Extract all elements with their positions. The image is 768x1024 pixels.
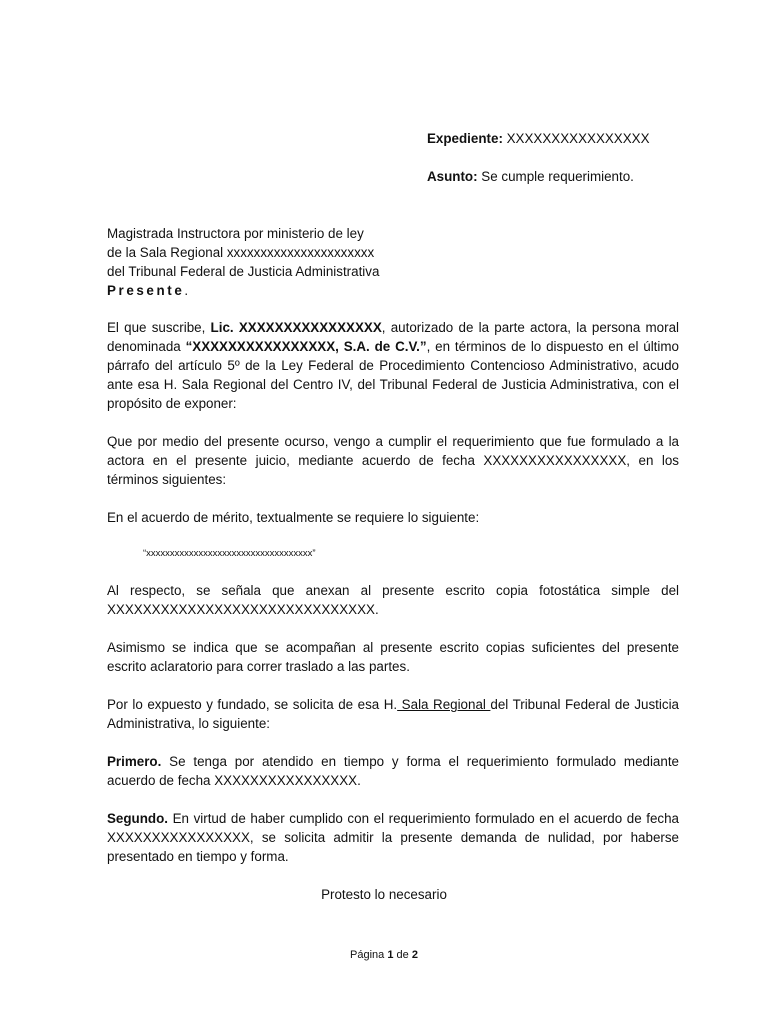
paragraph-segundo — [107, 809, 679, 866]
primero-label: Primero. — [107, 754, 162, 769]
asunto-value: Se cumple requerimiento. — [477, 169, 634, 184]
footer-total-pages: 2 — [411, 949, 418, 961]
footer-de: de — [393, 949, 412, 961]
asunto-line — [427, 167, 634, 186]
addressee-block — [107, 224, 679, 300]
addressee-line-2: de la Sala Regional xxxxxxxxxxxxxxxxxxxxxx — [107, 245, 375, 260]
asunto-label: Asunto: — [427, 169, 478, 184]
intro-text-1: El que suscribe, — [107, 320, 211, 335]
presente-line — [107, 281, 679, 300]
paragraph-respecto: Al respecto, se señala que anexan al presente escrito copia fotostática simple del XXXXXXXXXXXXXXXXXXXXXXXXXXXXXX. — [107, 583, 679, 617]
addressee-line-3: del Tribunal Federal de Justicia Administrativa — [107, 264, 380, 279]
presente-word: Presente — [107, 283, 185, 298]
footer-current-page: 1 — [387, 949, 394, 961]
intro-text-3: , en términos de lo dispuesto en el último párrafo del artículo 5º de la Ley Federal de Procedimiento Contencioso Administrativo, acudo ante esa H. Sala Regional del Centro IV, del Tribunal Federal de Justicia Administrativa, con el propósito de exponer: — [107, 339, 679, 411]
presente-dot: . — [184, 283, 189, 298]
paragraph-requerimiento: Que por medio del presente ocurso, vengo a cumplir el requerimiento que fue formulado a la actora en el presente juicio, mediante acuerdo de fecha XXXXXXXXXXXXXXXX, en los términos siguientes: — [107, 434, 679, 487]
sala-regional-underlined: Sala Regional — [397, 697, 491, 712]
expediente-label: Expediente: — [427, 131, 503, 146]
expediente-line — [427, 129, 650, 148]
paragraph-expuesto — [107, 695, 679, 733]
segundo-text: En virtud de haber cumplido con el requerimiento formulado en el acuerdo de fecha XXXXXXXXXXXXXXXX, se solicita admitir la presente demanda de nulidad, por haberse presentado en tiempo y forma. — [107, 811, 679, 864]
intro-text-2: , autorizado de la parte actora, la persona moral denominada — [107, 320, 679, 354]
paragraph-acuerdo: En el acuerdo de mérito, textualmente se requiere lo siguiente: — [107, 510, 480, 525]
expediente-value: XXXXXXXXXXXXXXXX — [502, 131, 650, 146]
paragraph-asimismo: Asimismo se indica que se acompañan al presente escrito copias suficientes del presente escrito aclaratorio para correr traslado a las partes. — [107, 640, 679, 674]
paragraph-primero — [107, 752, 679, 790]
quoted-text: “xxxxxxxxxxxxxxxxxxxxxxxxxxxxxxxxxxx” — [143, 548, 316, 559]
expuesto-text-1: Por lo expuesto y fundado, se solicita de esa H. — [107, 697, 398, 712]
expuesto-text-2: del Tribunal Federal de Justicia Administrativa, lo siguiente: — [107, 697, 679, 731]
lic-name: Lic. XXXXXXXXXXXXXXXX — [210, 320, 382, 335]
page-footer — [0, 946, 768, 965]
addressee-line-1: Magistrada Instructora por ministerio de ley — [107, 226, 364, 241]
primero-text: Se tenga por atendido en tiempo y forma el requerimiento formulado mediante acuerdo de fecha XXXXXXXXXXXXXXXX. — [107, 754, 679, 788]
segundo-label: Segundo. — [107, 811, 168, 826]
footer-pagina: Página — [350, 949, 388, 961]
intro-paragraph — [107, 318, 679, 413]
company-name: “XXXXXXXXXXXXXXXX, S.A. de C.V.” — [185, 339, 427, 354]
closing-line: Protesto lo necesario — [321, 887, 447, 902]
